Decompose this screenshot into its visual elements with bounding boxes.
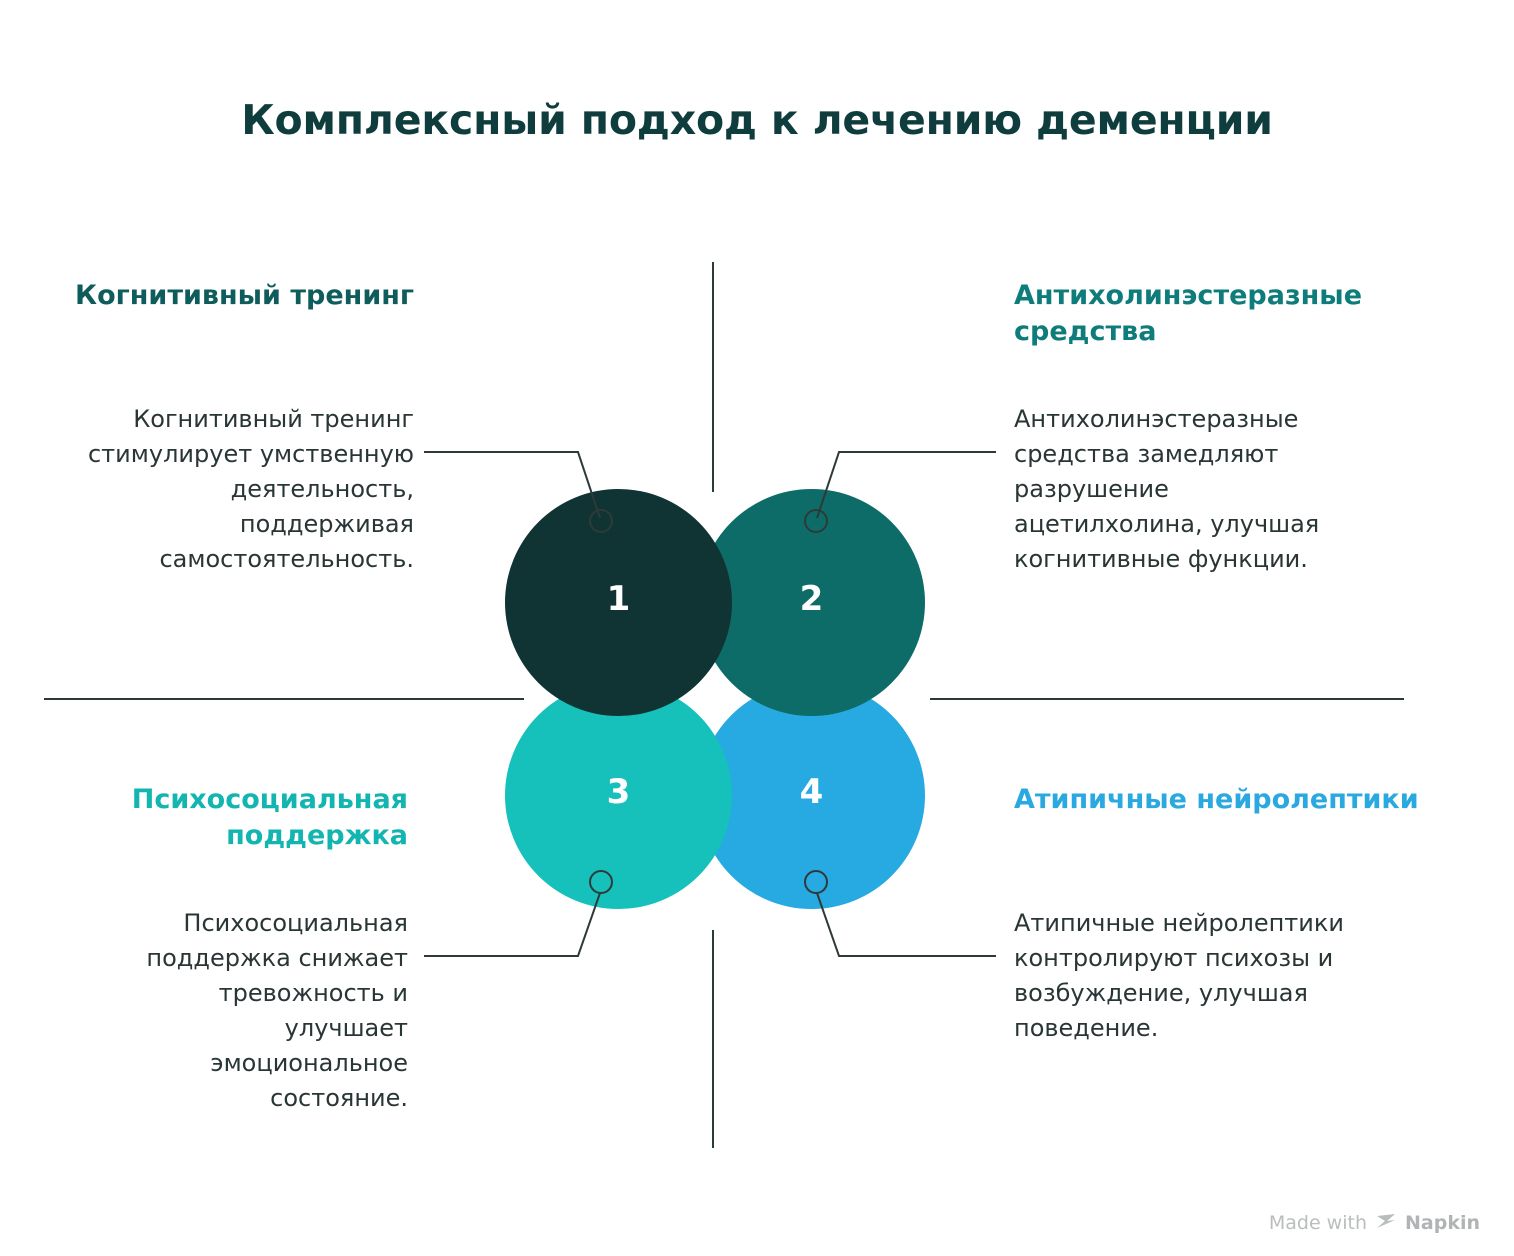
divider-vertical-top — [712, 262, 714, 492]
divider-vertical-bottom — [712, 930, 714, 1148]
item-2-description: Антихолинэстеразные средства замедляют разрушение ацетилхолина, улучшая когнитивные функции. — [1014, 405, 1320, 574]
venn-circle-4-number: 4 — [799, 771, 824, 812]
page-title: Комплексный подход к лечению деменции — [241, 96, 1273, 144]
venn-circle-3-number: 3 — [606, 771, 631, 812]
item-2-heading: Антихолинэстеразные средства — [1014, 280, 1363, 347]
venn-circle-2-number: 2 — [799, 578, 824, 619]
venn-circle-3[interactable] — [505, 682, 732, 909]
item-4-heading: Атипичные нейролептики — [1014, 784, 1419, 815]
divider-horizontal-left — [44, 698, 524, 700]
watermark-prefix: Made with — [1268, 1211, 1367, 1234]
venn-circle-4[interactable] — [698, 682, 925, 909]
item-4-description: Атипичные нейролептики контролируют психозы и возбуждение, улучшая поведение. — [1014, 909, 1344, 1043]
watermark — [1269, 1211, 1480, 1234]
venn-circle-1-number: 1 — [606, 578, 631, 619]
napkin-logo-icon — [1375, 1212, 1397, 1235]
divider-horizontal-right — [930, 698, 1404, 700]
watermark-brand: Napkin — [1405, 1211, 1480, 1234]
item-3-description: Психосоциальная поддержка снижает тревожность и улучшает эмоциональное состояние. — [146, 909, 408, 1113]
item-3-heading: Психосоциальная поддержка — [131, 784, 408, 851]
venn-circle-2[interactable] — [698, 489, 925, 716]
item-1-heading: Когнитивный тренинг — [75, 280, 414, 311]
venn-circle-1[interactable] — [505, 489, 732, 716]
item-1-description: Когнитивный тренинг стимулирует умственную деятельность, поддерживая самостоятельность. — [87, 405, 414, 574]
